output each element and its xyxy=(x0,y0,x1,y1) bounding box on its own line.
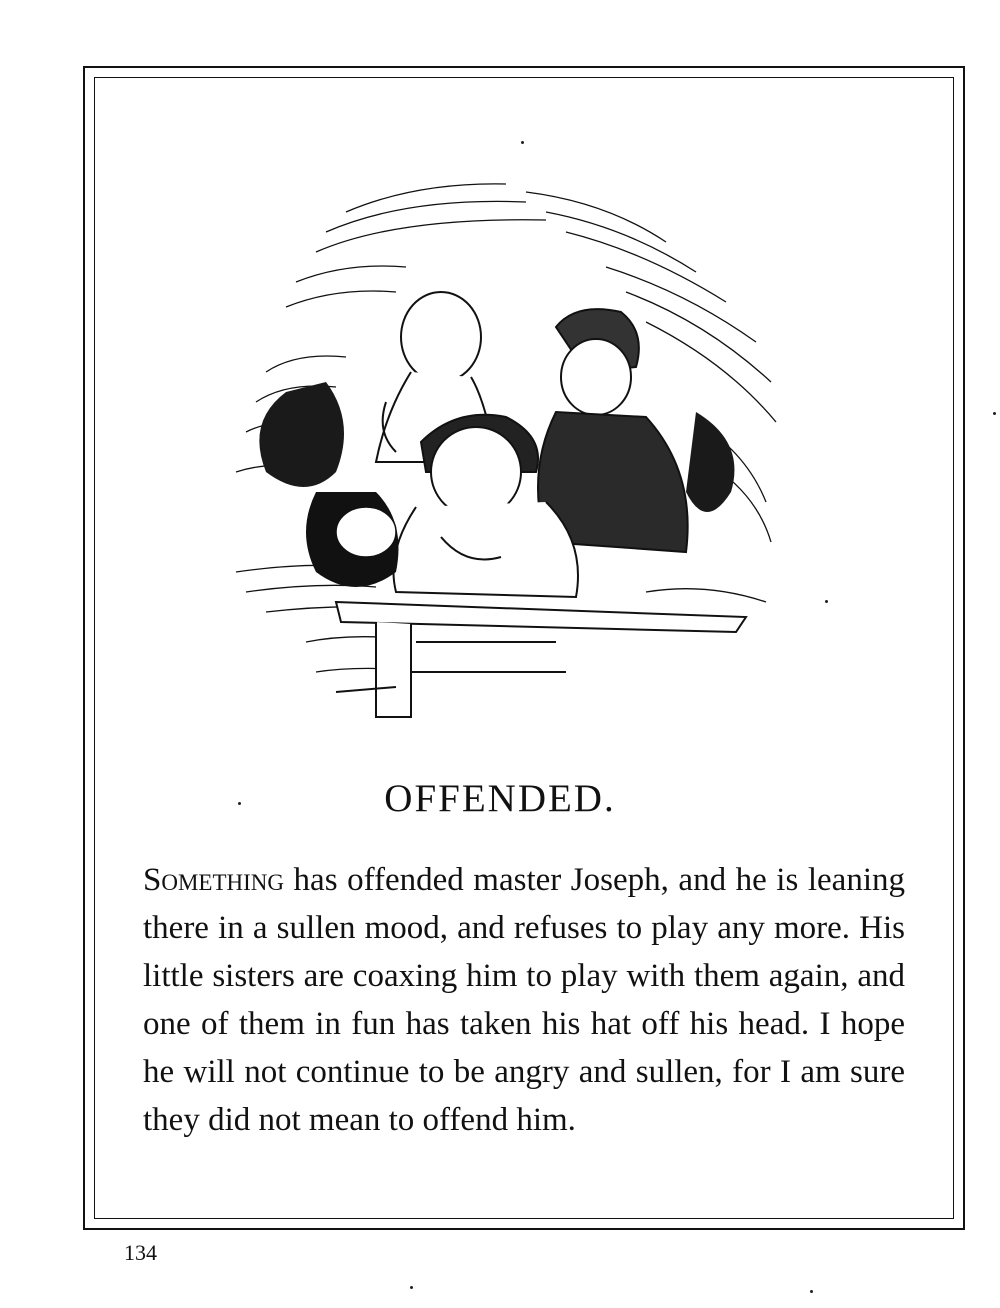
print-speck xyxy=(521,141,524,144)
print-speck xyxy=(993,412,996,415)
table xyxy=(336,602,746,717)
body-paragraph xyxy=(143,856,905,1144)
right-child xyxy=(538,309,688,552)
paragraph-lead-word: Something xyxy=(143,862,285,898)
page-title: OFFENDED. xyxy=(384,777,616,820)
print-speck xyxy=(238,802,241,805)
shadow-left xyxy=(259,382,344,487)
print-speck xyxy=(410,1286,413,1289)
illustration-engraving xyxy=(226,172,786,722)
shadow-right xyxy=(686,412,734,512)
print-speck xyxy=(825,600,828,603)
print-speck xyxy=(810,1290,813,1293)
paragraph-body: has offended master Joseph, and he is leaning there in a sullen mood, and refuses to play any more. His little sisters are coaxing him to play with them again, and one of them in fun has taken his hat off his head. I hope he will not continue to be angry and sullen, for I am sure they did not mean to offend him. xyxy=(143,862,905,1138)
page-number: 134 xyxy=(124,1240,157,1265)
